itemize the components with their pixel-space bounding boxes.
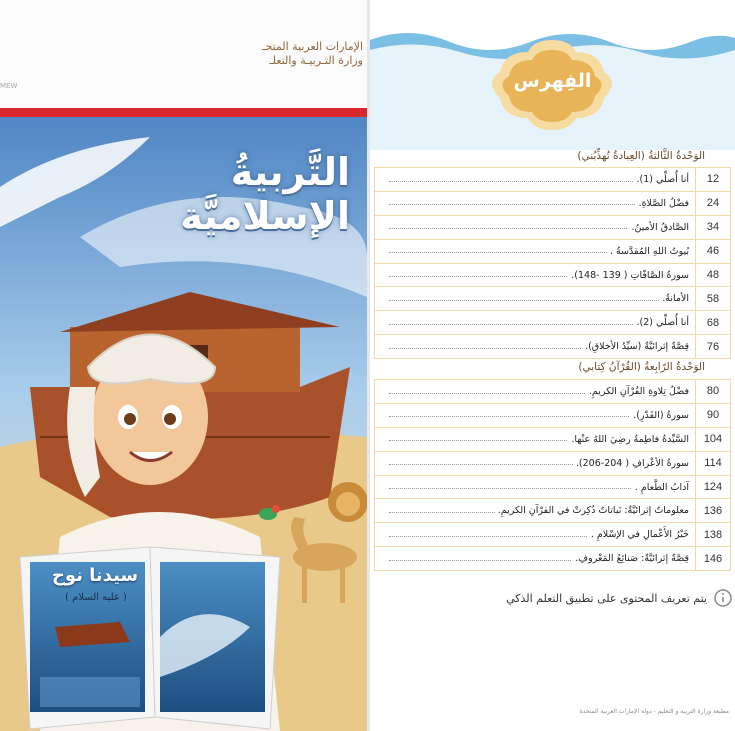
toc-row [375,403,731,427]
toc-row [375,499,731,523]
toc-entry-title: خَيْرُ الأَعْمالِ في الإسْلامِ . [588,529,689,540]
toc-entry [375,523,696,547]
toc-page-number: 80 [696,380,731,404]
toc-entry [375,215,696,239]
toc-entry-title: قِصَّةٌ إثرائيَّةٌ: صَنائِعُ المَعْروفِ. [572,553,689,564]
toc-page [370,0,735,731]
toc-leader-dots [389,300,687,301]
toc-row [375,263,731,287]
toc-entry [375,451,696,475]
toc-entry [375,403,696,427]
toc-entry [375,499,696,523]
toc-row [375,547,731,571]
toc-row [375,451,731,475]
toc-entry [375,335,696,359]
toc-row [375,380,731,404]
toc-row [375,191,731,215]
toc-page-number: 76 [696,335,731,359]
toc-entry-title: الأمانةُ. [659,293,689,304]
toc-entry [375,239,696,263]
toc-entry [375,547,696,571]
toc-row [375,168,731,192]
unit-3-title: الوَحْدةُ الثَّالثةُ (العِبادةُ تُهذِّبُني) [577,150,705,162]
toc-page-number: 46 [696,239,731,263]
smart-learning-note: يتم تعريف المحتوى على تطبيق التعلم الذكي [506,592,707,605]
toc-heading: الفِهرس [513,70,592,92]
toc-entry-title: السَّيِّدةُ فاطِمةُ رضِيَ اللهُ عنْها. [568,434,689,445]
toc-entry-title: أنا أُصلِّي (1). [634,174,689,185]
magazine-subtitle: ( عليه السلام ) [65,592,127,603]
toc-footer: مطبعة وزارة التربية و التعليم - دولة الإمارات العربية المتحدة [579,708,729,715]
toc-row [375,427,731,451]
toc-entry [375,168,696,192]
toc-page-number: 48 [696,263,731,287]
toc-entry [375,380,696,404]
toc-row [375,335,731,359]
toc-page-number: 12 [696,168,731,192]
lion-illustration [328,482,367,522]
cover-red-bar [0,108,367,117]
unit-3-table [374,167,731,359]
toc-page-number: 124 [696,475,731,499]
unit-4-table [374,379,731,571]
toc-page-number: 114 [696,451,731,475]
toc-row [375,239,731,263]
toc-entry-title: آدابُ الطَّعامِ . [632,482,689,493]
toc-entry-title: سورةُ الأعْرافِ ( 204-206). [573,458,689,469]
toc-page-number: 58 [696,287,731,311]
toc-entry-title: معلوماتٌ إثرائيَّةٌ: نَباتاتٌ ذُكِرتْ في القرْآنِ الكريمِ. [495,505,689,516]
toc-page-number: 104 [696,427,731,451]
toc-row [375,475,731,499]
ministry-line-1: الإمارات العربية المتحـ [262,40,363,53]
toc-page-number: 24 [696,191,731,215]
toc-page-number: 68 [696,311,731,335]
toc-entry [375,191,696,215]
toc-entry [375,427,696,451]
toc-row [375,287,731,311]
toc-page-number: 34 [696,215,731,239]
toc-entry-title: أنا أُصلِّي (2). [634,317,689,328]
book-title: التَّربيةُ الإسلاميَّة [180,150,350,238]
toc-row [375,215,731,239]
toc-entry-title: فضْلُ الصَّلاةِ. [636,198,689,209]
toc-page-number: 136 [696,499,731,523]
toc-entry-title: بُيوتُ اللهِ المُقدَّسةُ . [607,246,689,257]
toc-entry-title: الصَّادقُ الأمينُ. [628,222,689,233]
magazine-title: سيدنا نوح [51,565,139,586]
toc-entry-title: سورةُ الصَّافّاتِ ( 139 -148). [568,270,689,281]
toc-page-number: 146 [696,547,731,571]
ministry-english: MEW [0,82,18,90]
toc-entry-title: سورةُ (القَدْرِ). [630,410,689,421]
toc-entry [375,287,696,311]
book-cover [0,0,367,731]
info-icon [713,588,733,608]
toc-entry [375,311,696,335]
ministry-line-2: وزارة التـربيـة والتعلـ [269,54,363,67]
toc-entry-title: قِصَّةٌ إثرائيَّةٌ (سيِّدُ الأخلاقِ). [582,341,689,352]
toc-row [375,311,731,335]
toc-page-number: 90 [696,403,731,427]
unit-4-title: الوَحْدةُ الرّابِعةُ (القُرْآنُ كِتابي) [578,361,705,373]
toc-entry [375,263,696,287]
toc-row [375,523,731,547]
ministry-name [143,40,363,68]
toc-page-number: 138 [696,523,731,547]
toc-entry-title: فضْلُ تِلاوةِ القُرْآنِ الكريمِ. [586,386,689,397]
toc-entry [375,475,696,499]
